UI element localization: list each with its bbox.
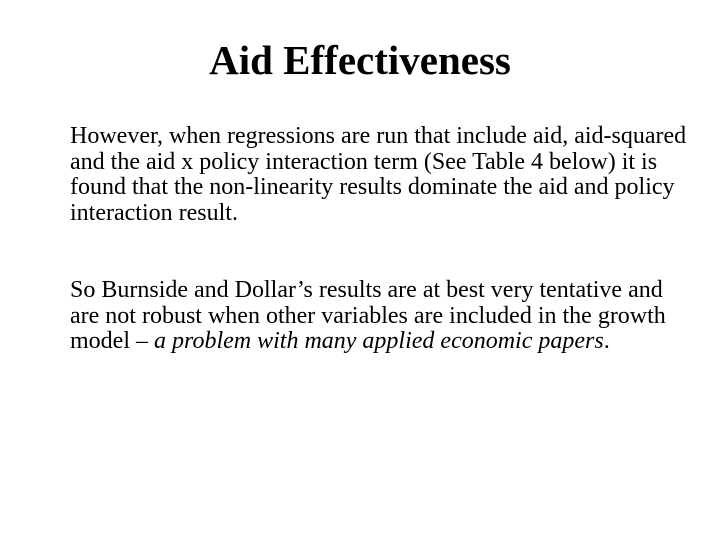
paragraph-burnside-dollar (70, 278, 690, 355)
paragraph-nonlinearity: However, when regressions are run that include aid, aid-squared and the aid x policy interaction term (See Table 4 below) it is found that the non-linearity results dominate the aid and policy interaction result. (70, 123, 687, 226)
paragraph-end-punctuation: . (603, 328, 610, 354)
paragraph-italic-text: a problem with many applied economic papers (154, 328, 604, 354)
slide-title: Aid Effectiveness (209, 37, 511, 83)
paragraph-text: So Burnside and Dollar’s results are at best very tentative and are not robust when other variables are included in the growth model – (70, 277, 666, 354)
